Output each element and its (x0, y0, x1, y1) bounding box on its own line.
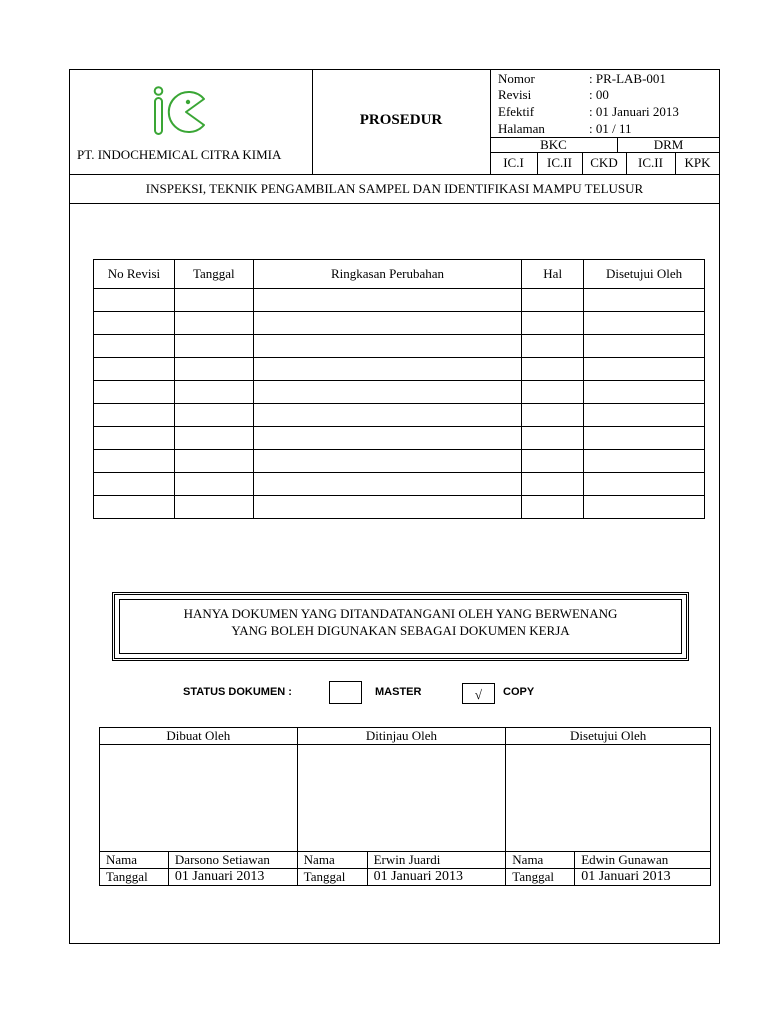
meta-value-nomor: : PR-LAB-001 (589, 71, 666, 86)
status-label: STATUS DOKUMEN : (183, 686, 292, 698)
name-label: Nama (100, 852, 169, 869)
table-cell (584, 289, 705, 312)
table-cell (253, 450, 521, 473)
table-cell (522, 496, 584, 519)
group-bkc: BKC (540, 137, 567, 152)
meta-value-halaman: : 01 / 11 (589, 121, 632, 136)
table-cell (253, 404, 521, 427)
table-cell (522, 312, 584, 335)
meta-label-nomor: Nomor (498, 71, 535, 86)
column-header: Tanggal (174, 260, 253, 289)
notice-box (112, 592, 689, 661)
signature-area (297, 745, 506, 852)
notice-inner-border (119, 599, 682, 654)
table-row (94, 381, 705, 404)
header-bottom-line (69, 174, 720, 175)
company-name: PT. INDOCHEMICAL CITRA KIMIA (77, 147, 282, 162)
table-row (94, 427, 705, 450)
group-drm: DRM (653, 137, 684, 152)
date-label: Tanggal (100, 869, 169, 886)
table-cell (584, 335, 705, 358)
column-header: Ringkasan Perubahan (253, 260, 521, 289)
column-header: Disetujui Oleh (584, 260, 705, 289)
signer-date: 01 Januari 2013 (367, 869, 506, 886)
doc-type: PROSEDUR (359, 112, 443, 128)
code-cell: IC.II (547, 155, 572, 170)
meta-value-efektif: : 01 Januari 2013 (589, 104, 679, 119)
table-cell (94, 450, 175, 473)
signature-table (99, 727, 711, 886)
table-cell (174, 496, 253, 519)
date-label: Tanggal (297, 869, 367, 886)
signature-header: Ditinjau Oleh (297, 728, 506, 745)
notice-line-2: YANG BOLEH DIGUNAKAN SEBAGAI DOKUMEN KERJA (231, 623, 570, 638)
table-row (94, 312, 705, 335)
table-cell (94, 358, 175, 381)
table-cell (174, 358, 253, 381)
table-row (94, 473, 705, 496)
table-cell (94, 289, 175, 312)
table-row (94, 335, 705, 358)
signer-name: Erwin Juardi (367, 852, 506, 869)
table-cell (174, 450, 253, 473)
table-cell (253, 335, 521, 358)
table-row (94, 496, 705, 519)
table-cell (253, 473, 521, 496)
table-cell (94, 335, 175, 358)
signature-space-row (100, 745, 711, 852)
table-cell (94, 381, 175, 404)
table-cell (253, 496, 521, 519)
table-cell (584, 312, 705, 335)
table-cell (174, 473, 253, 496)
table-cell (253, 289, 521, 312)
code-cell: IC.II (638, 155, 663, 170)
table-cell (522, 404, 584, 427)
table-cell (522, 450, 584, 473)
title-bottom-line (69, 203, 720, 204)
signer-name: Edwin Gunawan (575, 852, 711, 869)
table-cell (94, 404, 175, 427)
table-cell (253, 427, 521, 450)
meta-label-efektif: Efektif (498, 104, 535, 119)
code-cell: CKD (590, 155, 618, 170)
signature-area (100, 745, 298, 852)
signature-header: Disetujui Oleh (506, 728, 711, 745)
table-cell (253, 381, 521, 404)
signature-date-row (100, 869, 711, 886)
table-cell (94, 496, 175, 519)
copy-label: COPY (503, 686, 535, 698)
code-cell: IC.I (503, 155, 524, 170)
table-cell (522, 381, 584, 404)
meta-value-revisi: : 00 (589, 87, 609, 102)
master-label: MASTER (375, 686, 422, 698)
table-cell (584, 473, 705, 496)
company-logo-icon (148, 84, 212, 140)
table-cell (584, 496, 705, 519)
table-cell (584, 358, 705, 381)
column-header: No Revisi (94, 260, 175, 289)
meta-label-halaman: Halaman (498, 121, 545, 136)
name-label: Nama (506, 852, 575, 869)
table-cell (174, 312, 253, 335)
table-cell (94, 427, 175, 450)
signature-header-row (100, 728, 711, 745)
column-header: Hal (522, 260, 584, 289)
master-checkbox[interactable] (329, 681, 362, 704)
revision-header-row (94, 260, 705, 289)
table-cell (522, 358, 584, 381)
table-cell (522, 335, 584, 358)
table-cell (174, 289, 253, 312)
table-row (94, 404, 705, 427)
table-cell (584, 427, 705, 450)
table-row (94, 358, 705, 381)
meta-label-revisi: Revisi (498, 87, 532, 102)
table-cell (522, 473, 584, 496)
table-cell (584, 381, 705, 404)
signature-name-row (100, 852, 711, 869)
table-cell (522, 427, 584, 450)
document-title: INSPEKSI, TEKNIK PENGAMBILAN SAMPEL DAN IDENTIFIKASI MAMPU TELUSUR (145, 181, 644, 196)
table-cell (94, 473, 175, 496)
table-cell (174, 404, 253, 427)
notice-line-1: HANYA DOKUMEN YANG DITANDATANGANI OLEH YANG BERWENANG (183, 606, 618, 621)
table-cell (522, 289, 584, 312)
name-label: Nama (297, 852, 367, 869)
signature-area (506, 745, 711, 852)
revision-table (93, 259, 705, 519)
table-cell (253, 312, 521, 335)
copy-checkbox[interactable]: √ (462, 683, 495, 704)
signature-header: Dibuat Oleh (100, 728, 298, 745)
table-cell (174, 427, 253, 450)
table-cell (174, 381, 253, 404)
table-cell (94, 312, 175, 335)
table-cell (584, 404, 705, 427)
date-label: Tanggal (506, 869, 575, 886)
signer-date: 01 Januari 2013 (575, 869, 711, 886)
group-bottom-line (490, 152, 720, 153)
signer-date: 01 Januari 2013 (168, 869, 297, 886)
table-cell (584, 450, 705, 473)
signer-name: Darsono Setiawan (168, 852, 297, 869)
table-cell (174, 335, 253, 358)
table-cell (253, 358, 521, 381)
code-cell: KPK (684, 155, 711, 170)
table-row (94, 289, 705, 312)
table-row (94, 450, 705, 473)
